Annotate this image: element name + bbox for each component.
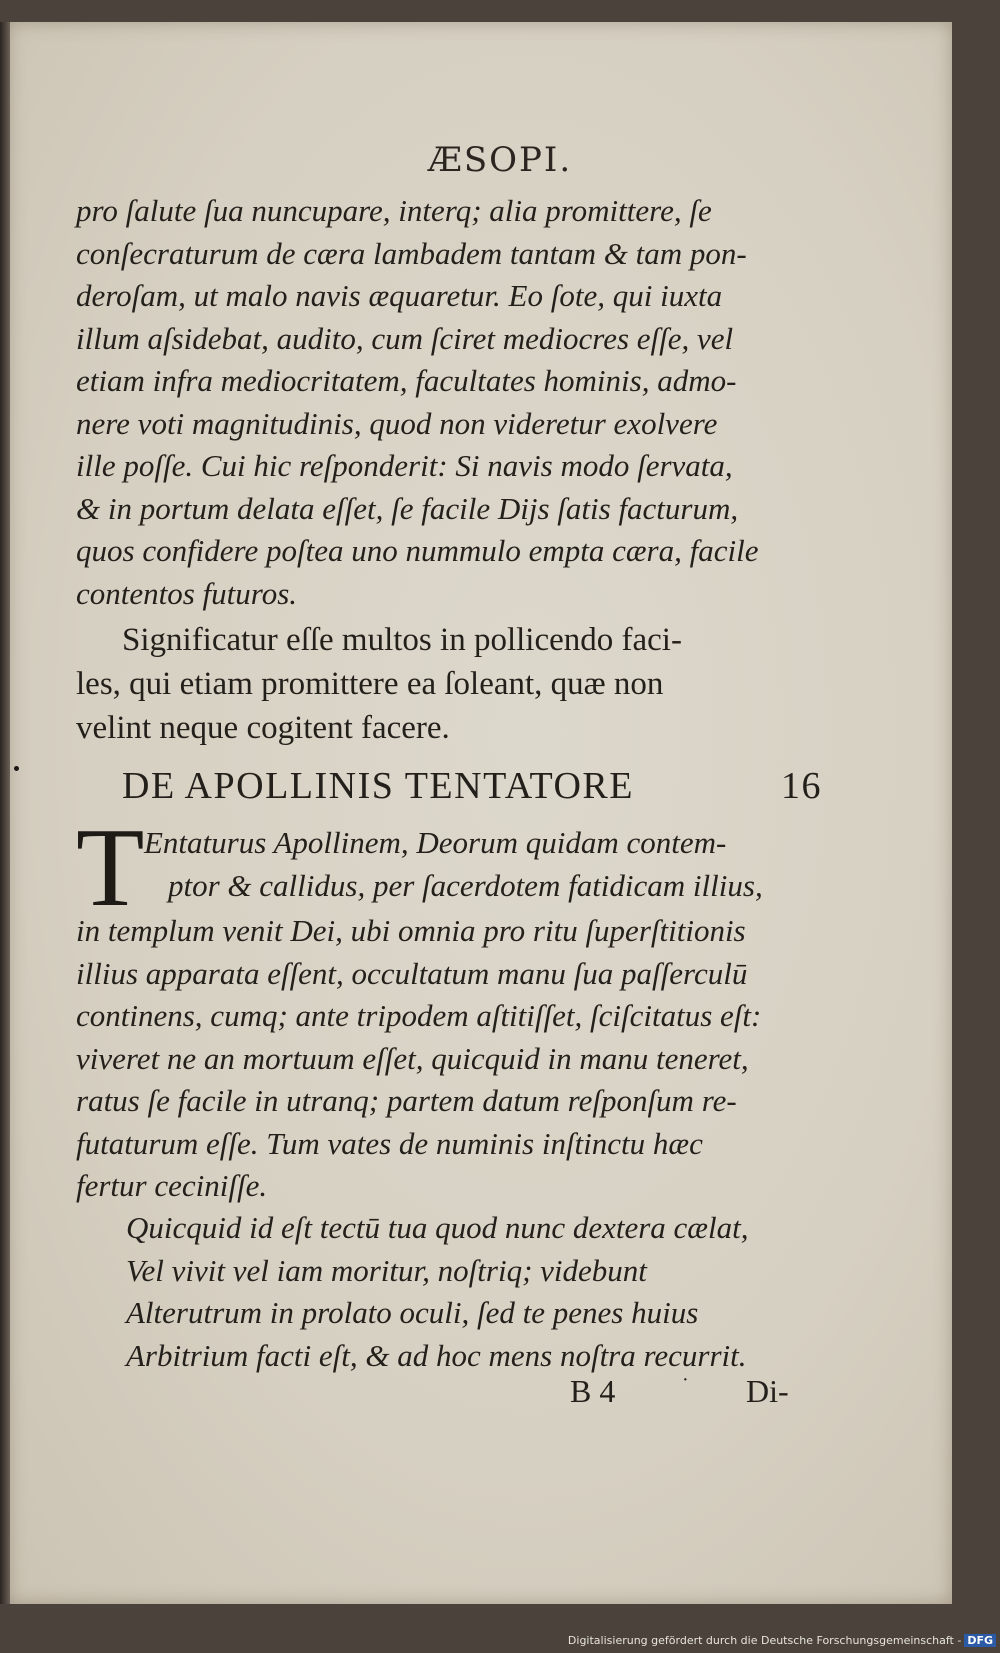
text-line: viveret ne an mortuum eſſet, quicquid in manu teneret, bbox=[76, 1040, 749, 1076]
fable-ending-text bbox=[76, 190, 816, 615]
footer-dot: · bbox=[682, 1369, 689, 1391]
text-line: illius apparata eſſent, occultatum manu ſua paſſerculū bbox=[76, 955, 748, 991]
text-line: pro ſalute ſua nuncupare, interq; alia promittere, ſe bbox=[76, 193, 712, 228]
verse-line: Alterutrum in prolato oculi, ſed te penes huius bbox=[126, 1295, 699, 1330]
fable-heading bbox=[122, 764, 822, 808]
dfg-logo: DFG bbox=[964, 1634, 996, 1647]
text-line: in templum venit Dei, ubi omnia pro ritu ſuperſtitionis bbox=[76, 913, 746, 948]
signature-mark: B 4 bbox=[570, 1373, 616, 1409]
text-line: fertur ceciniſſe. bbox=[76, 1168, 268, 1203]
digitization-credit bbox=[568, 1634, 996, 1647]
text-line: Entaturus Apollinem, Deorum quidam contem- bbox=[144, 825, 727, 860]
text-line: ille poſſe. Cui hic reſponderit: Si navis modo ſervata, bbox=[76, 448, 733, 483]
verse-line: Quicquid id eſt tectū tua quod nunc dextera cælat, bbox=[126, 1210, 749, 1245]
text-line: Significatur eſſe multos in pollicendo faci- bbox=[122, 622, 682, 658]
margin-mark bbox=[14, 766, 19, 771]
text-line: deroſam, ut malo navis æquaretur. Eo ſote, qui iuxta bbox=[76, 278, 723, 313]
drop-capital: T bbox=[76, 806, 145, 930]
verse-line: Vel vivit vel iam moritur, noſtriq; videbunt bbox=[126, 1252, 647, 1288]
text-line: nere voti magnitudinis, quod non videretur exolvere bbox=[76, 405, 718, 441]
text-line: illum aſsidebat, audito, cum ſciret mediocres eſſe, vel bbox=[76, 320, 734, 356]
oracle-verse bbox=[126, 1207, 826, 1377]
catchword: Di- bbox=[746, 1373, 789, 1409]
text-line: contentos futuros. bbox=[76, 575, 298, 611]
text-line: quos confidere poſtea uno nummulo empta cæra, facile bbox=[76, 533, 759, 568]
text-line: futaturum eſſe. Tum vates de numinis inſtinctu hæc bbox=[76, 1125, 703, 1161]
credit-text: Digitalisierung gefördert durch die Deutsche Forschungsgemeinschaft - bbox=[567, 1634, 962, 1647]
text-line: velint neque cogitent facere. bbox=[76, 710, 450, 746]
verse-line: Arbitrium facti eſt, & ad hoc mens noſtra recurrit. bbox=[126, 1337, 747, 1373]
text-line: continens, cumq; ante tripodem aſtitiſſet, ſciſcitatus eſt: bbox=[76, 998, 762, 1033]
text-line: ratus ſe facile in utranq; partem datum reſponſum re- bbox=[76, 1083, 737, 1118]
text-line: ptor & callidus, per ſacerdotem fatidicam illius, bbox=[168, 867, 763, 903]
fable-title: DE APOLLINIS TENTATORE bbox=[122, 765, 634, 807]
text-line: conſecraturum de cæra lambadem tantam & tam pon- bbox=[76, 235, 747, 271]
moral-text bbox=[76, 618, 816, 750]
text-line: etiam infra mediocritatem, facultates hominis, admo- bbox=[76, 363, 737, 398]
page-edge bbox=[0, 22, 10, 1604]
text-line: les, qui etiam promittere ea ſoleant, quæ non bbox=[76, 666, 664, 702]
fable-number: 16 bbox=[781, 765, 822, 807]
text-line: & in portum delata eſſet, ſe facile Dijs ſatis facturum, bbox=[76, 490, 739, 526]
fable-opening-text bbox=[144, 822, 824, 907]
fable-body-text bbox=[76, 910, 816, 1208]
running-head: ÆSOPI. bbox=[427, 140, 573, 180]
